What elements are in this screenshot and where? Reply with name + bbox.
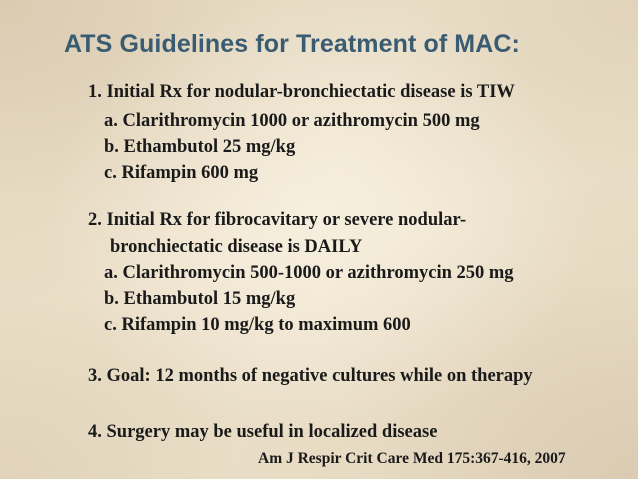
item-3: 3. Goal: 12 months of negative cultures while on therapy [88,366,533,386]
item-2-heading-line-2: bronchiectatic disease is DAILY [110,237,363,257]
item-4: 4. Surgery may be useful in localized disease [88,422,438,442]
citation: Am J Respir Crit Care Med 175:367-416, 2007 [258,450,566,467]
item-2a: a. Clarithromycin 500-1000 or azithromycin 250 mg [104,263,514,283]
slide-title: ATS Guidelines for Treatment of MAC: [64,30,520,58]
item-1b: b. Ethambutol 25 mg/kg [104,137,296,157]
item-2-heading-line-1: 2. Initial Rx for fibrocavitary or severe nodular- [88,210,467,230]
item-1c: c. Rifampin 600 mg [104,163,259,183]
item-1a: a. Clarithromycin 1000 or azithromycin 500 mg [104,111,480,131]
item-2b: b. Ethambutol 15 mg/kg [104,289,296,309]
item-1-heading: 1. Initial Rx for nodular-bronchiectatic disease is TIW [88,82,515,102]
item-2c: c. Rifampin 10 mg/kg to maximum 600 [104,315,411,335]
